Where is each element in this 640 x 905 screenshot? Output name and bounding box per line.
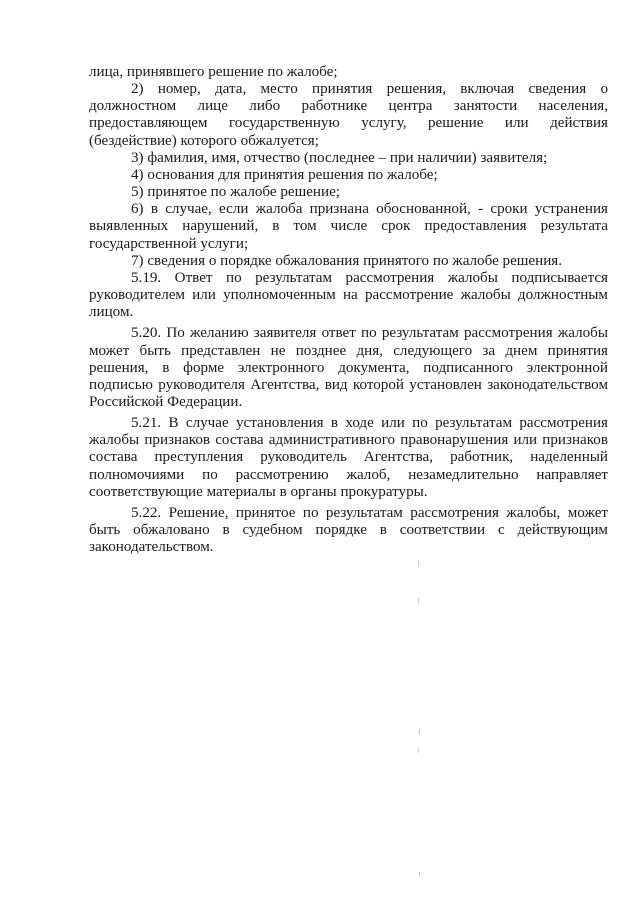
scan-speck — [418, 560, 419, 566]
scan-speck — [419, 728, 420, 734]
document-body — [89, 64, 608, 556]
paragraph-5-19: 5.19. Ответ по результатам рассмотрения жалобы подписывается руководителем или уполномоченным на рассмотрение жалобы должностным лицом. — [89, 269, 608, 321]
paragraph-item-5: 5) принятое по жалобе решение; — [131, 184, 340, 201]
scan-speck — [418, 598, 419, 603]
paragraph-5-21: 5.21. В случае установления в ходе или по результатам рассмотрения жалобы признаков состава административного правонарушения или признаков состава преступления руководитель Агентства, работник, наделенный полномочиями по рассмотрению жалоб, незамедлительно направляет соответствующие материалы в органы прокуратуры. — [89, 415, 608, 500]
paragraph-item-3: 3) фамилия, имя, отчество (последнее – при наличии) заявителя; — [131, 149, 548, 166]
paragraph-item-7: 7) сведения о порядке обжалования принятого по жалобе решения. — [131, 252, 562, 269]
paragraph-item-2: 2) номер, дата, место принятия решения, включая сведения о должностном лице либо работнике центра занятости населения, предоставляющем государственную услугу, решение или действия (бездействие) которого обжалуется; — [89, 81, 608, 149]
paragraph-5-22: 5.22. Решение, принятое по результатам рассмотрения жалобы, может быть обжаловано в судебном порядке в соответствии с действующим законодательством. — [89, 504, 608, 556]
scan-speck — [419, 872, 420, 876]
paragraph-item-6: 6) в случае, если жалоба признана обоснованной, - сроки устранения выявленных нарушений, в том числе срок предоставления результата государственной услуги; — [89, 201, 608, 252]
paragraph-item-4: 4) основания для принятия решения по жалобе; — [131, 166, 438, 183]
paragraph-5-20: 5.20. По желанию заявителя ответ по результатам рассмотрения жалобы может быть представлен не позднее дня, следующего за днем принятия решения, в форме электронного документа, подписанного электронной подписью руководителя Агентства, вид которой установлен законодательством Российской Федерации. — [89, 325, 608, 410]
paragraph-continuation: лица, принявшего решение по жалобе; — [89, 64, 338, 80]
scan-speck — [418, 748, 419, 753]
